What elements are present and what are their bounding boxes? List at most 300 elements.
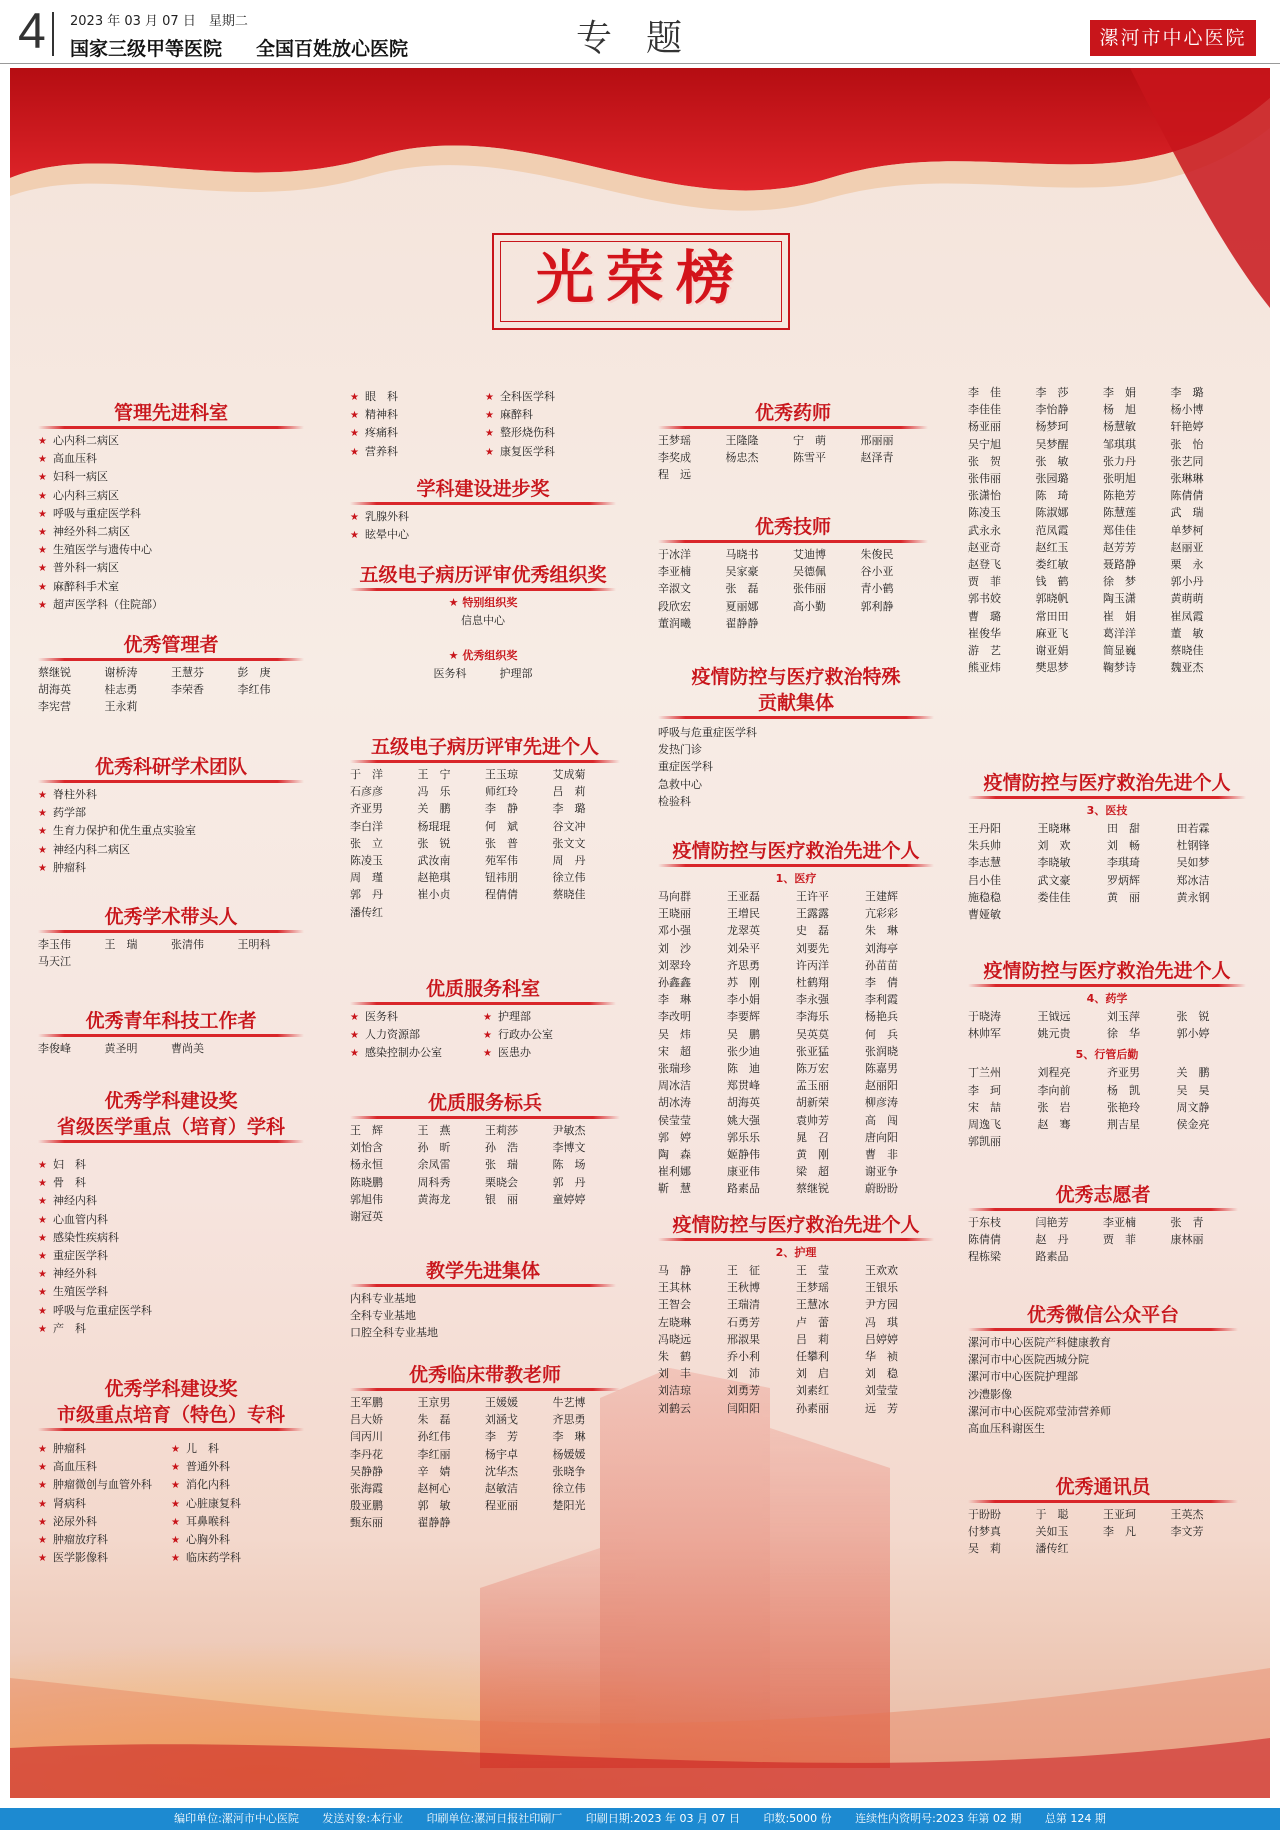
person-name: 杨忠杰	[725, 451, 759, 465]
section-title: 优质服务标兵	[350, 1090, 620, 1116]
list-item	[485, 424, 620, 442]
list-item-label: 肿瘤微创与血管外科	[52, 1478, 152, 1492]
list-item	[38, 450, 304, 468]
person-name: 张潇怡	[968, 489, 1001, 503]
star-icon: ★	[38, 508, 47, 520]
list-item-label: 妇 科	[52, 1158, 86, 1171]
person-name: 张艳玲	[1107, 1100, 1140, 1114]
person-name: 张润晓	[865, 1044, 898, 1058]
person-name: 杨 凯	[1107, 1083, 1140, 1097]
person-name: 刘涵戈	[485, 1413, 518, 1427]
person-name: 赵丽亚	[1170, 540, 1204, 554]
person-name: 鞠梦诗	[1103, 661, 1136, 675]
list-item: 高血压科谢医生	[968, 1422, 1045, 1436]
person-name: 王许平	[796, 890, 829, 903]
person-name: 王智会	[658, 1298, 691, 1312]
list-item: 内科专业基地	[350, 1292, 416, 1305]
person-name: 吕小佳	[968, 873, 1001, 887]
item-list	[38, 1156, 304, 1338]
person-name: 陶 森	[658, 1148, 691, 1162]
person-name: 齐思勇	[552, 1413, 586, 1427]
section-title: 优秀临床带教老师	[350, 1362, 620, 1388]
person-name: 刘翠玲	[658, 958, 691, 972]
list-item-label: 呼吸与危重症医学科	[52, 1303, 152, 1317]
person-name: 王明科	[237, 938, 271, 951]
list-item-label: 心内科三病区	[52, 488, 119, 502]
person-name: 刘鹤云	[658, 1401, 691, 1415]
person-name: 林帅军	[968, 1027, 1001, 1041]
star-icon: ★	[38, 1287, 47, 1299]
star-icon: ★	[38, 808, 47, 820]
person-name: 王慧芬	[171, 666, 204, 679]
person-name: 朱 琳	[865, 924, 898, 938]
person-name: 冯 乐	[417, 785, 451, 799]
section-technician	[658, 514, 928, 632]
person-name: 陈慧莲	[1103, 506, 1136, 520]
person-name: 黄圣明	[104, 1042, 138, 1055]
star-icon: ★	[38, 1323, 47, 1335]
person-name: 李 芳	[485, 1430, 518, 1444]
section-title: 疫情防控与医疗救治先进个人	[968, 958, 1246, 984]
list-item-label: 人力资源部	[364, 1028, 420, 1042]
list-item	[350, 1044, 483, 1062]
star-icon: ★	[38, 1516, 47, 1528]
person-name: 刘 欢	[1037, 839, 1071, 853]
person-name: 简显巍	[1103, 644, 1136, 658]
person-name: 张 立	[350, 836, 383, 850]
person-name: 赵登飞	[968, 558, 1001, 572]
person-name: 于东枝	[968, 1216, 1001, 1229]
list-item-label: 眩晕中心	[364, 528, 409, 542]
person-name: 张 普	[485, 836, 518, 850]
list-item	[38, 559, 304, 577]
person-name: 马向群	[658, 890, 691, 903]
person-name: 王欢欢	[865, 1264, 898, 1277]
person-name: 王瑞清	[727, 1298, 760, 1312]
person-name: 张园璐	[1035, 472, 1069, 486]
person-name: 王隆隆	[725, 434, 759, 447]
star-icon: ★	[171, 1498, 180, 1510]
star-icon: ★	[38, 1480, 47, 1492]
section-emr-person	[350, 734, 620, 921]
section-title: 优秀技师	[658, 514, 928, 540]
person-name: 陈雪平	[793, 451, 826, 465]
star-icon: ★	[171, 1444, 180, 1455]
star-icon: ★	[38, 1535, 47, 1547]
person-name: 艾迪博	[793, 548, 826, 561]
person-name: 杨慧敏	[1103, 420, 1136, 434]
person-name: 赵 丹	[1035, 1233, 1069, 1247]
person-name: 杨媛媛	[552, 1447, 586, 1461]
person-name: 王增民	[727, 907, 760, 921]
person-name: 王建辉	[865, 890, 898, 903]
list-item-label: 肿瘤放疗科	[52, 1533, 108, 1547]
person-name: 孟玉丽	[796, 1079, 829, 1093]
person-name: 侯金亮	[1176, 1118, 1210, 1132]
item-list	[350, 1008, 616, 1063]
star-icon: ★	[485, 428, 494, 440]
list-item	[350, 406, 485, 424]
person-name: 常田田	[1035, 609, 1069, 623]
person-name: 乔小利	[727, 1350, 760, 1364]
person-name: 陈晓鹏	[350, 1175, 383, 1189]
subsection-title: 1、医疗	[775, 872, 817, 885]
star-icon: ★	[485, 392, 494, 403]
person-name: 田若霖	[1176, 822, 1210, 835]
person-name: 远 芳	[865, 1401, 898, 1415]
person-name: 蔡继锐	[796, 1182, 829, 1196]
person-name: 李 静	[485, 802, 518, 816]
person-name: 刘 沙	[658, 941, 691, 955]
section-title: 优秀微信公众平台	[968, 1302, 1238, 1328]
star-icon: ★	[38, 545, 47, 557]
section-title: 优秀通讯员	[968, 1474, 1238, 1500]
star-icon: ★	[38, 1214, 47, 1226]
person-name: 张 敏	[1035, 454, 1069, 468]
person-name: 丁兰州	[968, 1066, 1001, 1080]
person-name: 贾 菲	[1103, 1233, 1136, 1247]
person-name: 齐亚男	[350, 802, 383, 816]
star-icon: ★	[483, 1012, 492, 1023]
list-item	[38, 804, 304, 822]
star-icon: ★	[38, 844, 47, 856]
person-name: 杨艳兵	[865, 1010, 898, 1024]
list-item: 发热门诊	[658, 743, 702, 757]
person-name: 杜鹤翔	[796, 976, 829, 990]
person-name: 李改明	[658, 1010, 691, 1024]
list-item: 漯河市中心医院护理部	[968, 1370, 1078, 1384]
list-item	[350, 526, 616, 544]
person-name: 孙素丽	[796, 1401, 829, 1415]
person-name: 李 璐	[552, 802, 586, 816]
person-name: 范凤霞	[1035, 523, 1069, 537]
list-item-label: 肿瘤科	[52, 1442, 86, 1455]
section-academic-leader	[38, 904, 304, 970]
person-name: 荆吉星	[1107, 1118, 1140, 1132]
list-item	[38, 1229, 304, 1247]
person-name: 崔俊华	[968, 626, 1001, 640]
section-title: 管理先进科室	[38, 400, 304, 426]
person-name: 晁 召	[796, 1130, 829, 1144]
excellent-org-2: 护理部	[499, 667, 533, 680]
list-item-label: 产 科	[52, 1321, 86, 1335]
name-grid	[350, 766, 620, 921]
list-item: 漯河市中心医院产科健康教育	[968, 1336, 1111, 1349]
list-item: 全科专业基地	[350, 1309, 416, 1323]
slogan-2: 全国百姓放心医院	[256, 38, 409, 60]
person-name: 李佳佳	[968, 403, 1001, 417]
list-item-label: 心血管内科	[52, 1212, 108, 1226]
person-name: 黄永钢	[1176, 890, 1210, 904]
person-name: 龙翠英	[727, 924, 760, 938]
person-name: 李亚楠	[1103, 1216, 1136, 1229]
footer-publisher: 编印单位:漯河市中心医院	[174, 1812, 299, 1825]
star-icon: ★	[483, 1030, 492, 1042]
person-name: 杨琨琨	[417, 819, 451, 833]
list-item	[38, 1156, 304, 1174]
person-name: 黄萌萌	[1170, 592, 1204, 606]
person-name: 冯 琪	[865, 1315, 898, 1329]
person-name: 唐向阳	[865, 1130, 898, 1144]
person-name: 王莉莎	[485, 1124, 518, 1137]
person-name: 武文豪	[1037, 873, 1071, 887]
list-item	[350, 388, 485, 406]
list-item-label: 骨 科	[52, 1176, 86, 1190]
hospital-logo: 漯河市中心医院	[1090, 20, 1256, 56]
person-name: 刘程亮	[1037, 1066, 1071, 1080]
list-item	[483, 1026, 616, 1044]
section-title: 优秀学术带头人	[38, 904, 304, 930]
list-item-label: 全科医学科	[499, 390, 555, 403]
person-name: 闫丙川	[350, 1430, 383, 1444]
person-name: 郭 敏	[417, 1499, 451, 1513]
section-epi-nurse-cont	[968, 384, 1238, 676]
list-item: 呼吸与危重症医学科	[658, 726, 757, 739]
person-name: 崔小贞	[417, 888, 451, 902]
person-name: 李琪琦	[1107, 856, 1140, 870]
person-name: 张少迪	[727, 1044, 760, 1058]
section-title-line1: 优秀学科建设奖	[104, 1090, 238, 1112]
person-name: 王晓丽	[658, 907, 691, 921]
person-name: 吴 鹏	[727, 1027, 760, 1041]
person-name: 李丹花	[350, 1447, 383, 1461]
person-name: 于盼盼	[968, 1508, 1001, 1521]
excellent-orgs	[350, 665, 616, 682]
star-icon: ★	[350, 1012, 359, 1023]
person-name: 甄东丽	[350, 1516, 383, 1530]
person-name: 陶玉潇	[1103, 592, 1136, 606]
person-name: 郭小丹	[1170, 575, 1204, 589]
person-name: 吴梦醒	[1035, 437, 1069, 451]
person-name: 施稳稳	[968, 890, 1001, 904]
list-item-label: 心胸外科	[185, 1533, 230, 1547]
person-name: 赵泽青	[860, 451, 894, 465]
person-name: 关如玉	[1035, 1525, 1069, 1539]
star-icon: ★	[483, 1048, 492, 1060]
item-list	[350, 1290, 616, 1342]
star-icon: ★	[350, 1030, 359, 1042]
person-name: 王银乐	[865, 1281, 898, 1295]
person-name: 吴如梦	[1176, 856, 1210, 870]
section-teacher	[350, 1362, 620, 1532]
person-name: 吴宁旭	[968, 437, 1001, 451]
section-epi-tech	[968, 770, 1246, 923]
list-item-label: 心内科二病区	[52, 434, 119, 447]
person-name: 王钺远	[1037, 1010, 1071, 1023]
person-name: 靳 慧	[658, 1182, 691, 1196]
person-name: 武 瑞	[1170, 506, 1204, 520]
list-item-label: 生殖医学与遗传中心	[52, 543, 152, 557]
person-name: 吕婷婷	[865, 1332, 898, 1346]
person-name: 马 静	[658, 1264, 691, 1277]
person-name: 郭旭伟	[350, 1192, 383, 1206]
person-name: 张清伟	[171, 938, 204, 951]
person-name: 张 锐	[417, 836, 451, 850]
list-item	[38, 786, 304, 804]
person-name: 李向前	[1037, 1083, 1071, 1097]
list-item	[38, 1440, 171, 1458]
person-name: 邢淑果	[727, 1332, 760, 1346]
person-name: 邓小强	[658, 924, 691, 938]
list-item-label: 呼吸与重症医学科	[52, 506, 141, 520]
section-title: 五级电子病历评审优秀组织奖	[350, 562, 616, 588]
person-name: 蔡晓佳	[552, 888, 586, 902]
list-item-label: 生育力保护和优生重点实验室	[52, 824, 196, 838]
list-item-label: 普通外科	[185, 1460, 230, 1474]
section-emr-org	[350, 562, 616, 682]
list-item	[171, 1549, 304, 1567]
person-name: 孙苗苗	[865, 958, 898, 972]
person-name: 郭 婷	[658, 1130, 691, 1144]
section-title: 疫情防控与医疗救治先进个人	[658, 1212, 934, 1238]
person-name: 王其林	[658, 1281, 691, 1295]
person-name: 周文静	[1176, 1100, 1210, 1114]
person-name: 胡冰涛	[658, 1096, 691, 1110]
list-item-label: 医患办	[497, 1046, 531, 1060]
star-icon: ★	[38, 1498, 47, 1510]
person-name: 樊思梦	[1035, 661, 1069, 675]
list-item	[38, 1320, 304, 1338]
person-name: 孙 浩	[485, 1141, 518, 1155]
person-name: 吴家豪	[725, 565, 759, 579]
list-item	[38, 1458, 171, 1476]
person-name: 单梦柯	[1170, 523, 1204, 537]
person-name: 陈凌玉	[350, 854, 383, 868]
award-subtitle-excellent: ★ 优秀组织奖	[448, 649, 518, 662]
list-item	[38, 523, 304, 541]
section-title: 五级电子病历评审先进个人	[350, 734, 620, 760]
star-icon: ★	[38, 1553, 47, 1565]
star-icon: ★	[38, 1444, 47, 1455]
person-name: 陈倩倩	[1170, 489, 1204, 503]
list-item	[171, 1495, 304, 1513]
section-quality-dept	[350, 976, 616, 1063]
section-title: 疫情防控与医疗救治先进个人	[658, 838, 934, 864]
list-item: 急救中心	[658, 777, 702, 791]
list-item-label: 医务科	[364, 1010, 398, 1023]
section-city-key	[38, 1376, 304, 1567]
person-name: 陈 琦	[1035, 489, 1069, 503]
person-name: 卢 蕾	[796, 1315, 829, 1329]
person-name: 崔利娜	[658, 1165, 691, 1179]
person-name: 王晓琳	[1037, 822, 1071, 835]
person-name: 姚大强	[727, 1113, 760, 1127]
list-item-label: 营养科	[364, 444, 398, 458]
person-name: 杨亚丽	[968, 420, 1001, 434]
subsection-title: 2、护理	[775, 1246, 817, 1259]
person-name: 刘 畅	[1107, 839, 1140, 853]
person-name: 杨永恒	[350, 1158, 383, 1172]
person-name: 张琳琳	[1170, 472, 1204, 486]
person-name: 邹琪琪	[1103, 437, 1136, 451]
person-name: 于 洋	[350, 768, 383, 781]
person-name: 刘勇芳	[727, 1384, 760, 1398]
person-name: 谢亚娟	[1035, 644, 1069, 658]
person-name: 闫艳芳	[1035, 1216, 1069, 1229]
list-item-label: 妇科一病区	[52, 470, 108, 484]
star-icon: ★	[38, 490, 47, 502]
person-name: 桂志勇	[104, 683, 138, 697]
person-name: 王梦瑶	[658, 434, 691, 447]
person-name: 周逸飞	[968, 1118, 1001, 1132]
star-icon: ★	[38, 527, 47, 539]
person-name: 孙红伟	[417, 1430, 451, 1444]
person-name: 李 佳	[968, 386, 1001, 399]
person-name: 石彦彦	[350, 785, 383, 799]
subsection-title: 3、医技	[1086, 804, 1128, 817]
person-name: 徐立伟	[552, 1482, 586, 1496]
star-icon: ★	[171, 1462, 180, 1474]
person-name: 张 怡	[1170, 437, 1204, 451]
list-item: 重症医学科	[658, 760, 713, 774]
star-icon: ★	[38, 1232, 47, 1244]
person-name: 许丙洋	[796, 958, 829, 972]
person-name: 姚元贵	[1037, 1027, 1071, 1041]
person-name: 师红玲	[485, 785, 518, 799]
list-item-label: 药学部	[52, 806, 86, 820]
list-item	[485, 388, 620, 406]
person-name: 曹娅敏	[968, 908, 1001, 922]
list-item-label: 儿 科	[185, 1442, 219, 1455]
person-name: 李 琳	[658, 993, 691, 1007]
person-name: 娄佳佳	[1037, 890, 1071, 904]
person-name: 赵敏洁	[485, 1482, 518, 1496]
star-icon: ★	[38, 563, 47, 575]
person-name: 于 聪	[1035, 1508, 1069, 1521]
person-name: 胡海英	[727, 1096, 760, 1110]
person-name: 辛淑文	[658, 582, 691, 596]
person-name: 张亚猛	[796, 1044, 829, 1058]
list-item	[38, 1283, 304, 1301]
section-wechat	[968, 1302, 1238, 1437]
person-name: 张 锐	[1176, 1010, 1210, 1023]
name-grid	[968, 1008, 1246, 1042]
person-name: 亢彩彩	[865, 907, 898, 921]
star-icon: ★	[171, 1535, 180, 1547]
person-name: 李小娟	[727, 993, 760, 1007]
list-item-label: 乳腺外科	[364, 510, 409, 523]
star-icon: ★	[350, 530, 359, 542]
name-grid	[38, 936, 304, 970]
list-item-label: 肿瘤科	[52, 860, 86, 874]
list-item-label: 脊柱外科	[52, 788, 97, 801]
excellent-org-1: 医务科	[433, 667, 467, 680]
section-progress	[350, 476, 616, 544]
person-name: 刘怡含	[350, 1141, 383, 1155]
person-name: 李晓敏	[1037, 856, 1071, 870]
person-name: 陈 场	[552, 1158, 586, 1172]
person-name: 陈嘉男	[865, 1062, 898, 1076]
name-grid	[350, 1122, 620, 1225]
item-list	[350, 508, 616, 544]
section-title: 教学先进集体	[350, 1258, 616, 1284]
person-name: 郑贯峰	[727, 1079, 760, 1093]
list-item	[171, 1440, 304, 1458]
person-name: 赵芳芳	[1103, 540, 1136, 554]
section-title: 优秀志愿者	[968, 1182, 1238, 1208]
star-icon: ★	[38, 1196, 47, 1208]
person-name: 娄红敏	[1035, 558, 1069, 572]
footer-audience: 发送对象:本行业	[322, 1812, 404, 1825]
person-name: 赵亚奇	[968, 540, 1001, 554]
person-name: 武汝南	[417, 854, 451, 868]
person-name: 杨梦珂	[1035, 420, 1069, 434]
person-name: 宁 萌	[793, 434, 826, 447]
name-grid	[658, 432, 928, 484]
person-name: 李奖成	[658, 451, 691, 465]
star-icon: ★	[38, 1462, 47, 1474]
star-icon: ★	[38, 1305, 47, 1317]
